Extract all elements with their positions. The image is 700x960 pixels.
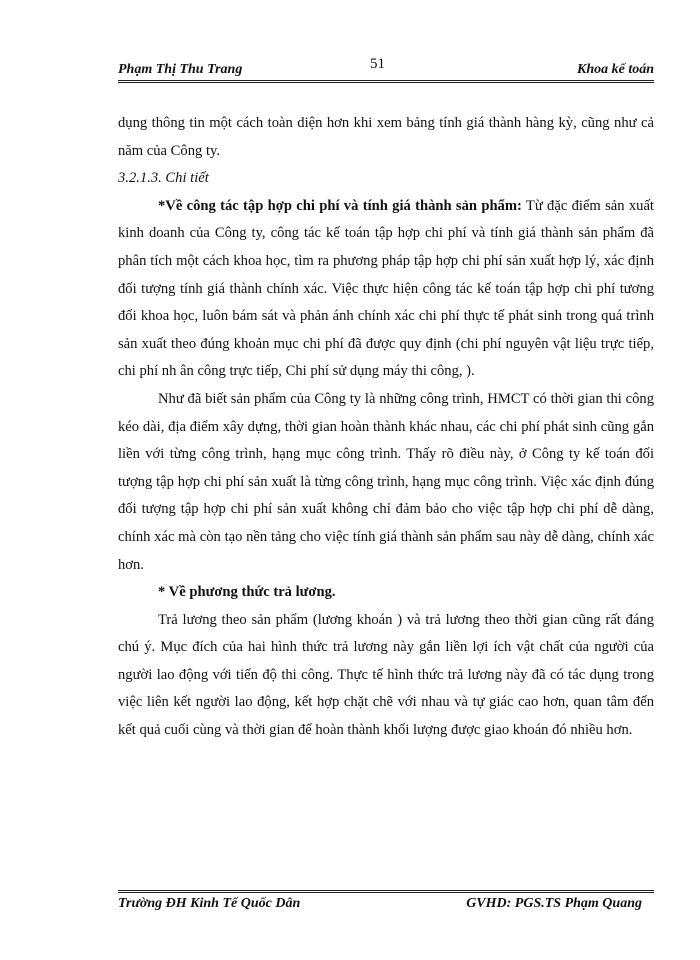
paragraph-cost-object: Như đã biết sản phẩm của Công ty là những công trình, HMCT có thời gian thi công kéo dài, địa điểm xây dựng, thời gian hoàn thành khác nhau, các chi phí phát sinh cũng gắn liền với từng công trình, hạng mục công trình. Thấy rõ điều này, ở Công ty kế toán đối tượng tập hợp chi phí sản xuất là từng công trình, hạng mục công trình. Việc xác định đúng đối tượng tập hợp chi phí sản xuất không chỉ đảm bảo cho việc tập hợp chi phí dễ dàng, chính xác mà còn tạo nền tảng cho việc tính giá thành sản phẩm sau này dễ dàng, chính xác hơn.: [118, 390, 654, 573]
header-rule: [118, 80, 654, 83]
page-number: 51: [370, 56, 385, 72]
intro-paragraph: dụng thông tin một cách toàn diện hơn khi xem bảng tính giá thành hàng kỳ, cũng như cả năm của Công ty.: [118, 115, 654, 159]
paragraph-heading: *Về công tác tập hợp chi phí và tính giá thành sản phẩm:: [158, 197, 522, 214]
paragraph-cost-accounting: [118, 193, 654, 386]
footer-school: Trường ĐH Kinh Tế Quốc Dân: [118, 896, 301, 911]
subheading-wage-method: * Về phương thức trả lương.: [158, 584, 336, 601]
page-footer: [118, 896, 654, 916]
header-author: Phạm Thị Thu Trang: [118, 62, 243, 77]
page-body: [118, 110, 654, 745]
paragraph-wages: Trả lương theo sản phẩm (lương khoán ) và trả lương theo thời gian cũng rất đáng chú ý. Mục đích của hai hình thức trả lương này gắn liền lợi ích vật chất của người của người lao động với tiến độ thi công. Thực tế hình thức trả lương này đã có tác dụng trong việc liên kết người lao động, kết hợp chặt chẽ với nhau và tự giác cao hơn, quan tâm đến kết quả cuối cùng và thời gian để hoàn thành khối lượng được giao khoán đó nhiều hơn.: [118, 611, 654, 739]
section-heading: 3.2.1.3. Chi tiết: [118, 170, 209, 187]
footer-advisor: GVHD: PGS.TS Phạm Quang: [466, 896, 642, 911]
paragraph-text: Từ đặc điểm sản xuất kinh doanh của Công ty, công tác kế toán tập hợp chi phí và tính giá thành sản phẩm đã phân tích một cách khoa học, tìm ra phương pháp tập hợp chi phí sản xuất hợp lý, xác định đối tượng tính giá thành chính xác. Việc thực hiện công tác kế toán tập hợp chi phí tương đối khoa học, luôn bám sát và phản ánh chính xác chi phí thực tế phát sinh trong quá trình sản xuất theo đúng khoản mục chi phí đã được quy định (chi phí nguyên vật liệu trực tiếp, chi phí nh ân công trực tiếp, Chi phí sử dụng máy thi công, ).: [118, 197, 654, 380]
page-header: [118, 58, 654, 80]
header-department: Khoa kế toán: [576, 62, 654, 77]
footer-rule: [118, 890, 654, 893]
